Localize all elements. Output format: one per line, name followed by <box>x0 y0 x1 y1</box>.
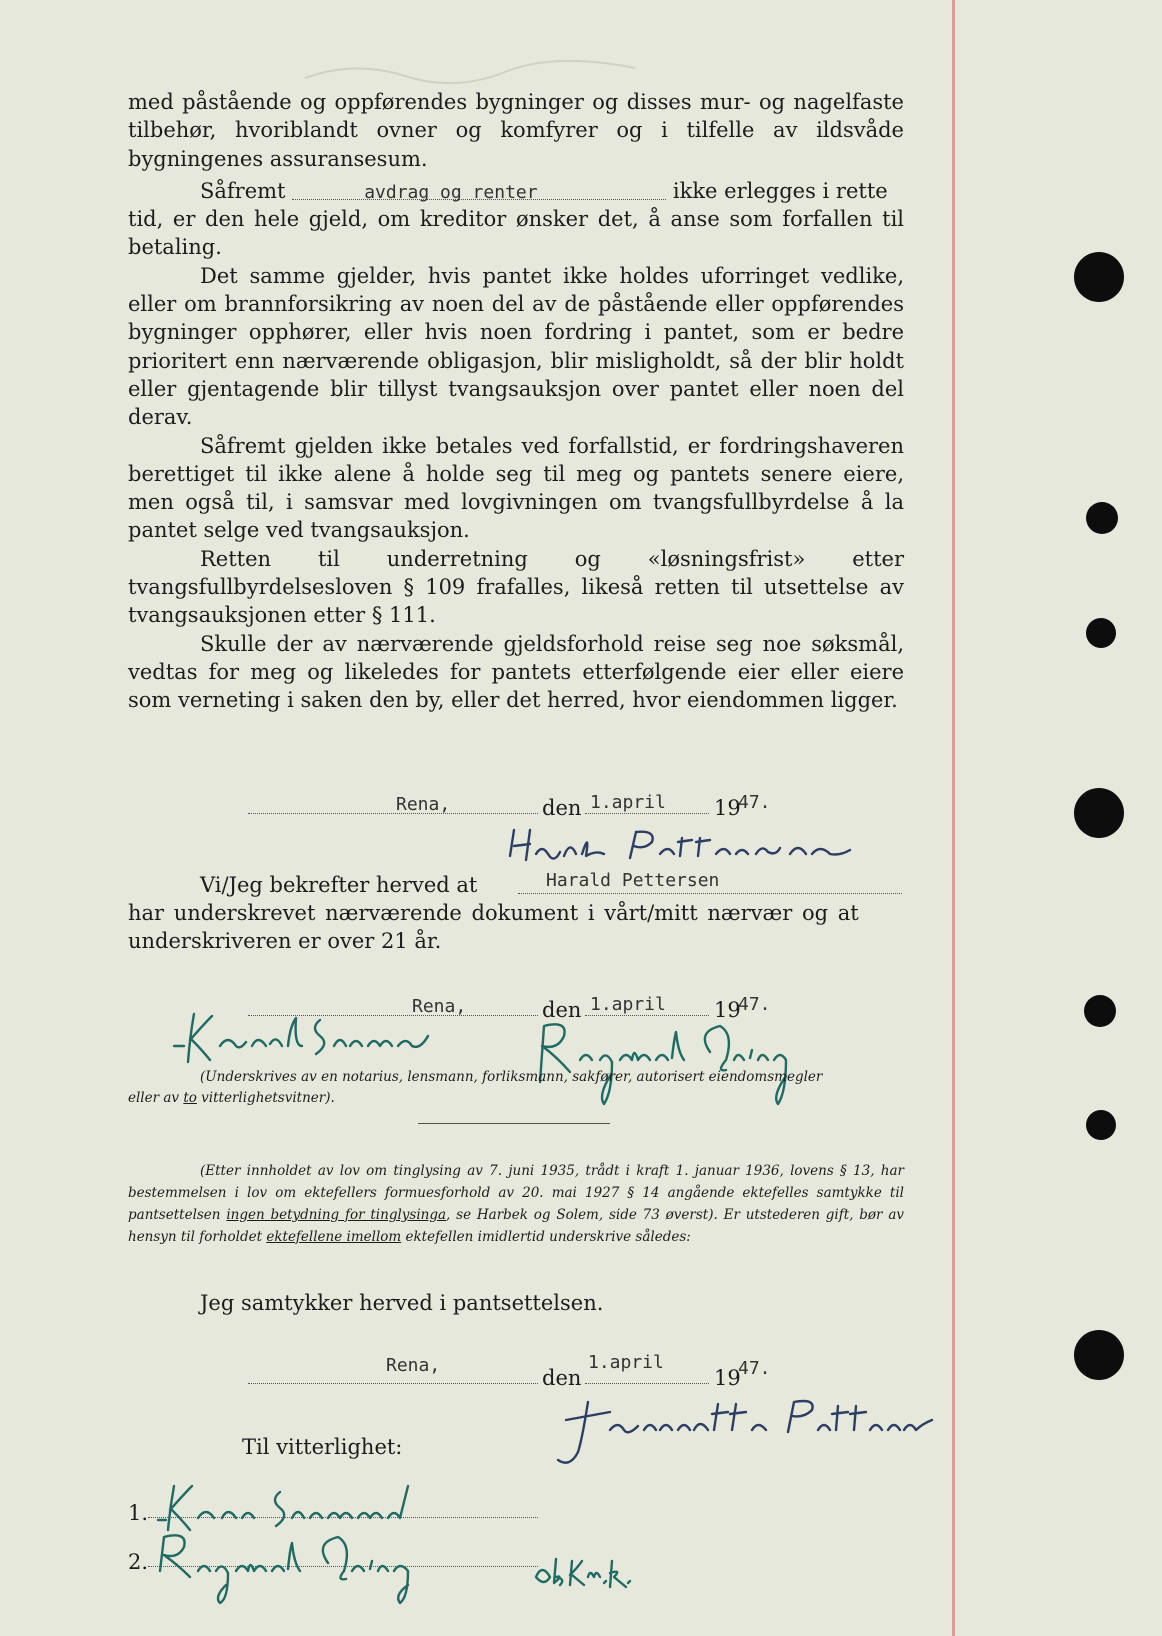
date1-day: 1.april <box>590 792 666 813</box>
paragraph-5: Retten til underretning og «løsningsfrist» etter tvangsfullbyrdelsesloven § 109 frafalles, likeså retten til utsettelse av tvangsauksjonen etter § 111. <box>128 546 904 628</box>
paragraph-1: med påstående og oppførendes bygninger og disses mur- og nagelfaste tilbehør, hvoriblandt ovner og komfyrer og i tilfelle av ildsvåde bygningenes assuransesum. <box>128 90 904 171</box>
faint-stamp <box>295 50 655 90</box>
date3-year-suffix: 47. <box>738 1358 771 1379</box>
date1-year-suffix: 47. <box>738 792 771 813</box>
punch-hole <box>1074 1330 1124 1380</box>
date3-place-line <box>248 1383 538 1384</box>
signature-harald <box>500 826 880 876</box>
date3-place: Rena, <box>386 1355 441 1376</box>
date3-year-prefix: 19 <box>714 1366 741 1390</box>
paragraph-2: tid, er den hele gjeld, om kreditor ønsker det, å anse som forfallen til betaling. <box>128 207 904 260</box>
body-text <box>128 88 904 715</box>
paragraph-6: Skulle der av nærværende gjeldsforhold reise seg noe søksmål, vedtas for meg og likeledes for pantets etterfølgende eier eller eiere som verneting i saken den by, eller det herred, hvor eiendommen ligger. <box>128 631 904 713</box>
witness-number-1: 1. <box>128 1501 149 1525</box>
safremt-suffix: ikke erlegges i rette <box>672 178 888 203</box>
date2-year-suffix: 47. <box>738 994 771 1015</box>
law-note-p2-end: ektefellen imidlertid underskrive således: <box>401 1229 691 1245</box>
signature-witness-a <box>170 1006 440 1072</box>
date2-day: 1.april <box>590 994 666 1015</box>
witness-note-b: vitterlighetsvitner). <box>196 1090 335 1106</box>
signature-witness-b <box>520 1012 820 1112</box>
punch-hole <box>1086 1110 1116 1140</box>
date1-place-line <box>248 813 538 814</box>
witness-note-a: eller av <box>128 1090 184 1106</box>
date1-day-line <box>585 813 709 814</box>
witness-number-2: 2. <box>128 1550 149 1574</box>
punch-hole <box>1074 788 1124 838</box>
date3-day-line <box>585 1383 709 1384</box>
safremt-line <box>128 177 904 205</box>
confirm-line3: underskriveren er over 21 år. <box>128 929 442 953</box>
law-note-p1 <box>128 1160 904 1248</box>
signature-witness-2 <box>152 1525 482 1605</box>
safremt-prefix: Såfremt <box>200 178 286 203</box>
punch-hole <box>1086 618 1116 648</box>
law-note-p2-underlined: ektefellene imellom <box>266 1229 402 1245</box>
vitterlighet-label: Til vitterlighet: <box>242 1435 403 1459</box>
date3-den: den <box>542 1366 582 1390</box>
witness-note-to: to <box>183 1090 197 1106</box>
witness-note-line1: (Underskrives av en notarius, lensmann, forliksmann, sakfører, autorisert eiendomsmegler <box>200 1069 823 1085</box>
paragraph-4: Såfremt gjelden ikke betales ved forfallstid, er fordringshaveren berettiget til ikke alene å holde seg til meg og pantets senere eiere, men også til, i samsvar med lovgivningen om tvangsfullbyrdelse å la pantet selge ved tvangsauksjon. <box>128 433 904 543</box>
punch-hole <box>1086 502 1118 534</box>
date2-year-prefix: 19 <box>714 998 741 1022</box>
date1-year-prefix: 19 <box>714 796 741 820</box>
confirm-prefix: Vi/Jeg bekrefter herved at <box>200 873 478 897</box>
initials-stamp <box>530 1547 650 1597</box>
safremt-fill <box>292 177 666 203</box>
punch-hole <box>1084 995 1116 1027</box>
punch-hole <box>1074 252 1124 302</box>
date2-place: Rena, <box>412 996 467 1017</box>
date1-den: den <box>542 796 582 820</box>
law-note <box>128 1160 904 1248</box>
law-note-p1-end: , se Harbek og Solem, side 73 øverst). <box>446 1207 718 1223</box>
date1-place: Rena, <box>396 794 451 815</box>
section-divider <box>418 1123 610 1124</box>
date2-den: den <box>542 998 582 1022</box>
safremt-typed: avdrag og renter <box>364 181 538 203</box>
paragraph-3: Det samme gjelder, hvis pantet ikke holdes uforringet vedlike, eller om brannforsikring av noen del av de påstående eller oppførendes bygninger opphører, eller hvis noen fordring i pantet, som er bedre prioritert enn nærværende obligasjon, blir misligholdt, så der blir holdt eller gjentagende blir tillyst tvangsauksjon over pantet eller noen del derav. <box>128 263 904 430</box>
law-note-p2-text: Er utstederen gift, bør av hensyn til forholdet <box>128 1207 904 1245</box>
law-note-p1-underlined: ingen betydning for tinglysinga <box>226 1207 447 1223</box>
date3-day: 1.april <box>588 1352 664 1373</box>
confirm-typed-name: Harald Pettersen <box>546 870 720 891</box>
confirm-name-line <box>518 893 902 894</box>
confirm-line2: har underskrevet nærværende dokument i vårt/mitt nærvær og at <box>128 901 859 925</box>
witness-note-line2 <box>128 1088 335 1108</box>
signature-jeanette <box>548 1390 938 1480</box>
margin-rule <box>952 0 955 1636</box>
law-note-p1-text: (Etter innholdet av lov om tinglysing av 7. juni 1935, trådt i kraft 1. januar 1936, lovens § 13, har bestemmelsen i lov om ektefellers formuesforhold av 20. mai 1927 § 14 angående ektefelles samtykke til pantsettelsen <box>128 1163 904 1223</box>
consent-text: Jeg samtykker herved i pantsettelsen. <box>200 1291 604 1315</box>
